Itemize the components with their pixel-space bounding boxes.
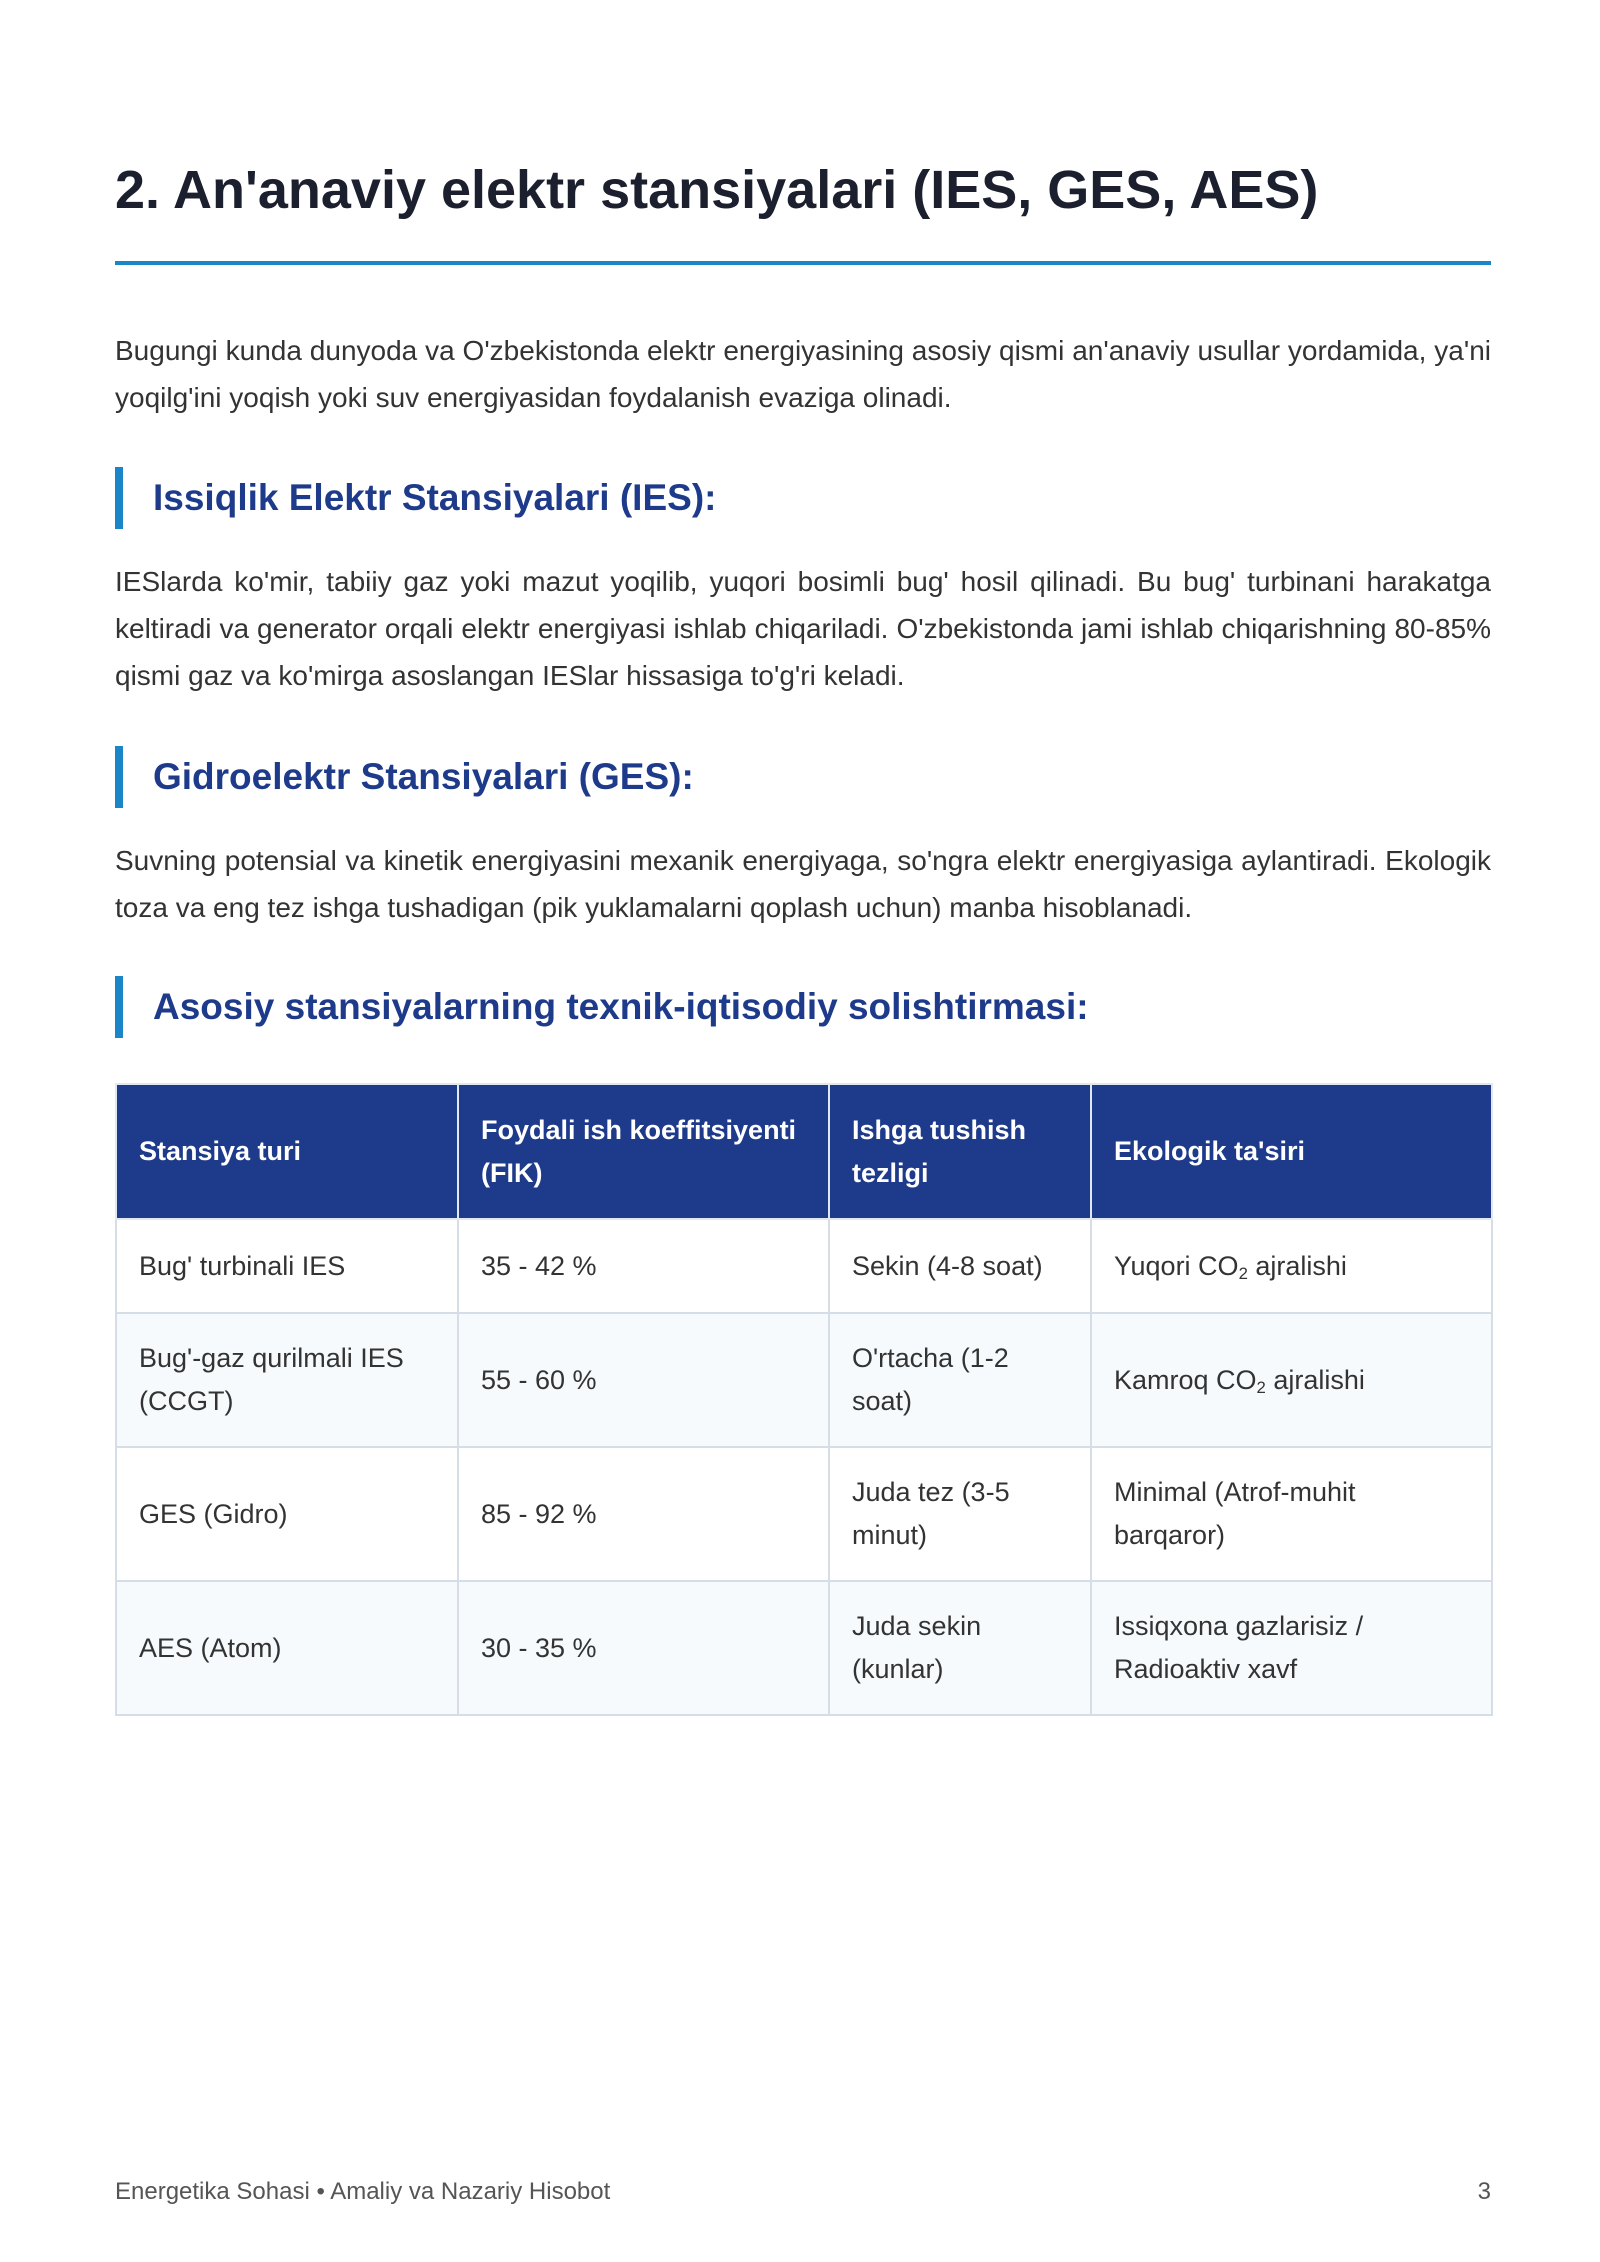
- heading-accent-bar: [115, 467, 123, 529]
- table-row: [116, 1581, 1492, 1715]
- eco-text: Minimal (Atrof-muhit barqaror): [1114, 1477, 1356, 1550]
- eco-text: Yuqori CO: [1114, 1250, 1239, 1281]
- cell-ecological-impact: [1091, 1581, 1492, 1715]
- eco-text-suffix: ajralishi: [1265, 1364, 1365, 1395]
- footer-report-title: Energetika Sohasi • Amaliy va Nazariy Hisobot: [115, 2178, 611, 2205]
- cell-startup-speed: O'rtacha (1-2 soat): [829, 1313, 1091, 1447]
- table-row: [116, 1219, 1492, 1313]
- page-footer: [115, 2178, 1491, 2208]
- ies-heading: [115, 467, 1491, 529]
- intro-paragraph: Bugungi kunda dunyoda va O'zbekistonda elektr energiyasining asosiy qismi an'anaviy usullar yordamida, ya'ni yoqilg'ini yoqish yoki suv energiyasidan foydalanish evaziga olinadi.: [115, 335, 1491, 413]
- ges-paragraph: Suvning potensial va kinetik energiyasini mexanik energiyaga, so'ngra elektr energiyasiga aylantiradi. Ekologik toza va eng tez ishga tushadigan (pik yuklamalarni qoplash uchun) manba hisoblanadi.: [115, 845, 1491, 923]
- subscript: 2: [1238, 1263, 1248, 1283]
- cell-efficiency: 85 - 92 %: [458, 1447, 829, 1581]
- eco-text: Issiqxona gazlarisiz / Radioaktiv xavf: [1114, 1611, 1364, 1684]
- cell-station-type: Bug' turbinali IES: [116, 1219, 458, 1313]
- table-header-row: [116, 1084, 1492, 1219]
- column-header-station-type: Stansiya turi: [116, 1084, 458, 1219]
- cell-startup-speed: Juda tez (3-5 minut): [829, 1447, 1091, 1581]
- ges-heading: [115, 746, 1491, 808]
- page-title: 2. An'anaviy elektr stansiyalari (IES, GES, AES): [115, 160, 1319, 220]
- subscript: 2: [1256, 1377, 1266, 1397]
- comparison-table-wrapper: [115, 1083, 1491, 1716]
- comparison-heading: [115, 976, 1491, 1038]
- eco-text: Kamroq CO: [1114, 1364, 1257, 1395]
- table-row: [116, 1447, 1492, 1581]
- cell-startup-speed: Sekin (4-8 soat): [829, 1219, 1091, 1313]
- cell-station-type: AES (Atom): [116, 1581, 458, 1715]
- eco-text-suffix: ajralishi: [1247, 1250, 1347, 1281]
- title-divider: [115, 261, 1491, 265]
- heading-accent-bar: [115, 746, 123, 808]
- cell-startup-speed: Juda sekin (kunlar): [829, 1581, 1091, 1715]
- cell-efficiency: 35 - 42 %: [458, 1219, 829, 1313]
- cell-ecological-impact: [1091, 1219, 1492, 1313]
- ies-paragraph: IESlarda ko'mir, tabiiy gaz yoki mazut yoqilib, yuqori bosimli bug' hosil qilinadi. Bu bug' turbinani harakatga keltiradi va generator orqali elektr energiyasi ishlab chiqariladi. O'zbekistonda jami ishlab chiqarishning 80-85% qismi gaz va ko'mirga asoslangan IESlar hissasiga to'g'ri keladi.: [115, 566, 1491, 691]
- column-header-startup-speed: Ishga tushish tezligi: [829, 1084, 1091, 1219]
- column-header-efficiency: Foydali ish koeffitsiyenti (FIK): [458, 1084, 829, 1219]
- comparison-table: [115, 1083, 1493, 1716]
- cell-station-type: GES (Gidro): [116, 1447, 458, 1581]
- column-header-ecological-impact: Ekologik ta'siri: [1091, 1084, 1492, 1219]
- page-number: 3: [1477, 2178, 1491, 2205]
- heading-accent-bar: [115, 976, 123, 1038]
- ges-heading-text: Gidroelektr Stansiyalari (GES):: [153, 756, 694, 797]
- cell-ecological-impact: [1091, 1447, 1492, 1581]
- ies-heading-text: Issiqlik Elektr Stansiyalari (IES):: [153, 477, 717, 518]
- cell-efficiency: 30 - 35 %: [458, 1581, 829, 1715]
- cell-ecological-impact: [1091, 1313, 1492, 1447]
- cell-efficiency: 55 - 60 %: [458, 1313, 829, 1447]
- table-row: [116, 1313, 1492, 1447]
- comparison-heading-text: Asosiy stansiyalarning texnik-iqtisodiy solishtirmasi:: [153, 986, 1089, 1027]
- cell-station-type: Bug'-gaz qurilmali IES (CCGT): [116, 1313, 458, 1447]
